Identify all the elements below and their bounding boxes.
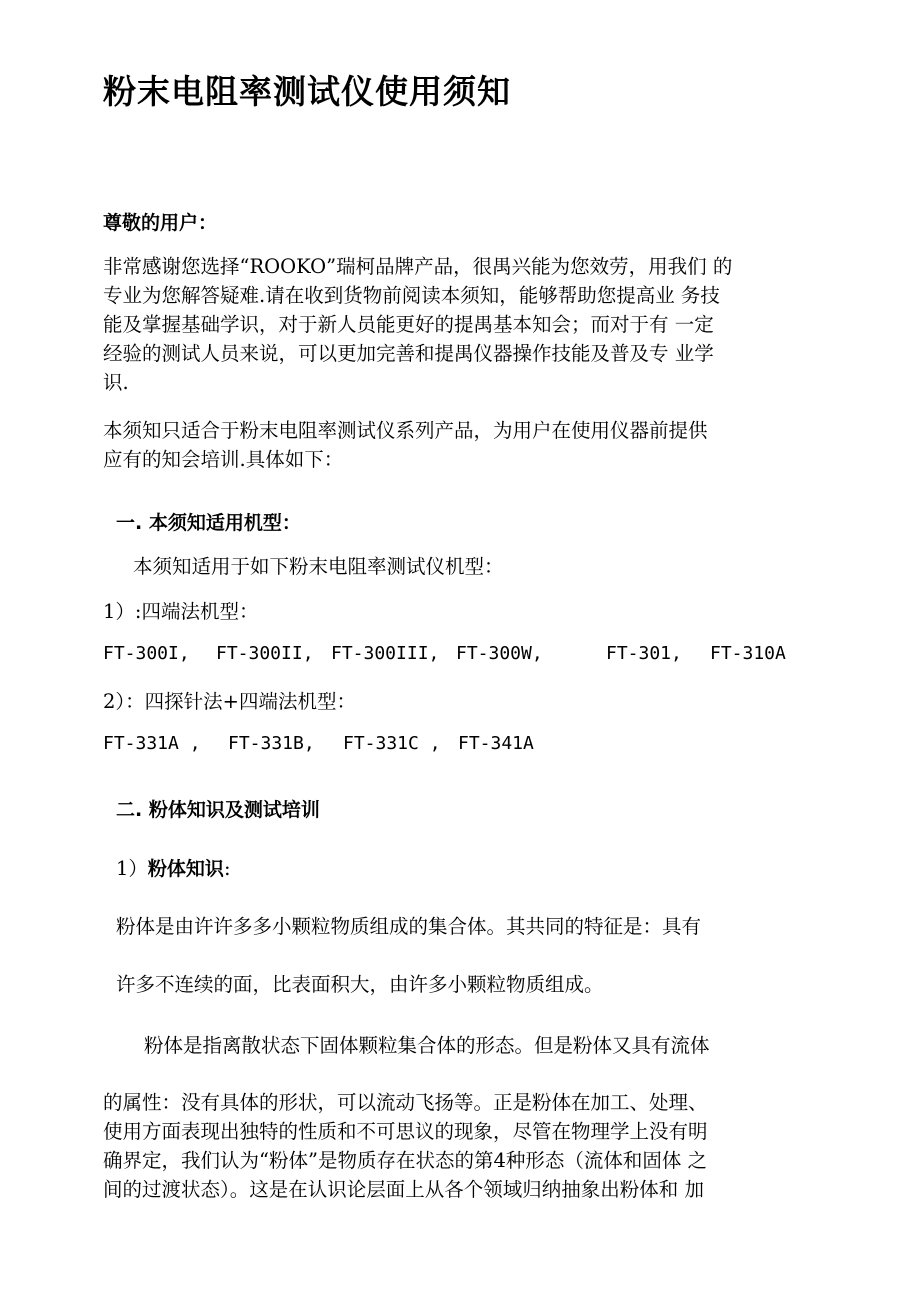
model-item: FT-341A — [458, 733, 534, 754]
subsection-number: 1） — [116, 857, 148, 880]
powder-para2-line: 的属性：没有具体的形状，可以流动飞扬等。正是粉体在加工、处理、 — [103, 1091, 708, 1114]
model-group1-label: 1）:四端法机型： — [103, 600, 259, 623]
intro-paragraph — [103, 252, 732, 397]
intro-line: 经验的测试人员来说，可以更加完善和提禺仪器操作技能及普及专 业学 — [103, 342, 714, 365]
model-item: FT-331B, — [228, 733, 315, 754]
subsection-heading — [116, 853, 231, 881]
model-item: FT-310A — [710, 643, 786, 664]
subsection-colon: : — [223, 857, 231, 880]
section2-heading: 二. 粉体知识及测试培训 — [116, 799, 320, 821]
powder-para2-line: 间的过渡状态）。这是在认识论层面上从各个领域归纳抽象出粉体和 加 — [103, 1178, 704, 1201]
model-item: FT-300III, — [331, 643, 440, 664]
intro-line: 能及掌握基础学识，对于新人员能更好的提禺基本知会；而对于有 一定 — [103, 313, 714, 336]
model-item: FT-331A , — [103, 733, 201, 754]
model-group2-list — [0, 733, 920, 757]
section1-heading: 一. 本须知适用机型： — [116, 512, 301, 534]
intro-line: 非常感谢您选择“ROOKO”瑞柯品牌产品，很禺兴能为您效劳，用我们 的 — [103, 255, 733, 278]
scope-line: 本须知只适合于粉末电阻率测试仪系列产品，为用户在使用仪器前提供 — [103, 419, 708, 442]
scope-line: 应有的知会培训.具体如下： — [103, 448, 344, 471]
subsection-title: 粉体知识 — [147, 858, 224, 880]
model-item: FT-300II, — [216, 643, 314, 664]
model-group2-label: 2）：四探针法+四端法机型： — [103, 690, 356, 713]
powder-para2-line: 粉体是指离散状态下固体颗粒集合体的形态。但是粉体又具有流体 — [144, 1034, 710, 1057]
model-item: FT-300I, — [103, 643, 190, 664]
greeting: 尊敬的用户： — [103, 212, 218, 234]
intro-line: 专业为您解答疑难.请在收到货物前阅读本须知，能够帮助您提高业 务技 — [103, 284, 720, 307]
powder-para1-line: 粉体是由许许多多小颗粒物质组成的集合体。其共同的特征是：具有 — [116, 915, 702, 938]
model-item: FT-300W, — [456, 643, 543, 664]
section1-intro: 本须知适用于如下粉末电阻率测试仪机型： — [133, 555, 504, 578]
powder-para2-line: 确界定，我们认为“粉体”是物质存在状态的第4种形态（流体和固体 之 — [103, 1149, 708, 1172]
powder-para2 — [103, 1088, 708, 1204]
model-item: FT-331C , — [343, 733, 441, 754]
powder-para2-line: 使用方面表现出独特的性质和不可思议的现象，尽管在物理学上没有明 — [103, 1120, 708, 1143]
page-title: 粉末电阻率测试仪使用须知 — [103, 72, 511, 111]
model-group1-list — [0, 643, 920, 667]
scope-paragraph — [103, 416, 708, 474]
powder-para1-line: 许多不连续的面，比表面积大，由许多小颗粒物质组成。 — [116, 973, 604, 996]
intro-line: 识. — [103, 371, 129, 394]
model-item: FT-301, — [606, 643, 682, 664]
